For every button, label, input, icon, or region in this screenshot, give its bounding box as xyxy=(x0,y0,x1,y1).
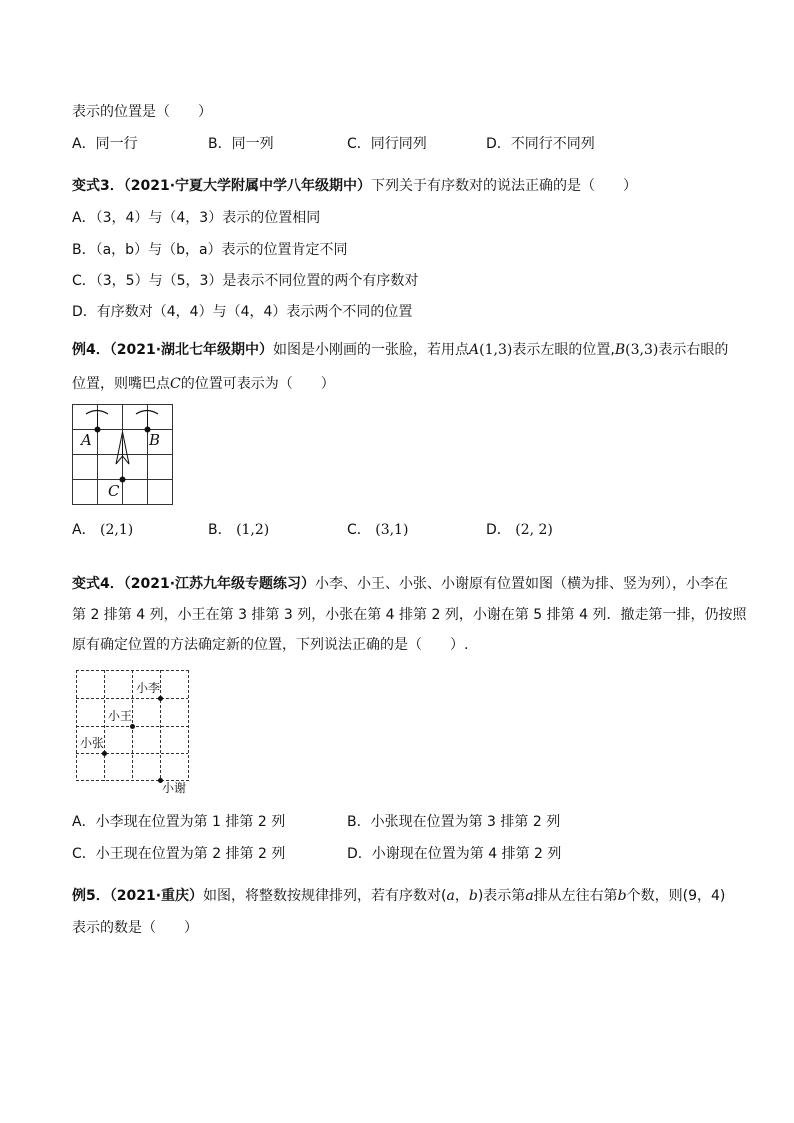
example4-stem-line2 xyxy=(72,374,335,394)
prev-option-a[interactable]: A．同一行 xyxy=(72,136,138,152)
variant3-stem xyxy=(72,176,637,196)
variant4-stem-line2: 第 2 排第 4 列，小王在第 3 排第 3 列，小张在第 4 排第 2 列，小谢在第 5 排第 4 列．撤走第一排，仍按照 xyxy=(72,607,747,623)
point-c-dot xyxy=(120,477,126,483)
variant3-question: 下列关于有序数对的说法正确的是（ ） xyxy=(371,178,638,194)
point-a-coord: (1,3) xyxy=(479,342,513,358)
label-xiaowang: 小王 xyxy=(108,709,133,723)
xiaoli-dot xyxy=(158,696,163,701)
variant4-option-b[interactable]: B．小张现在位置为第 3 排第 2 列 xyxy=(347,814,561,830)
example4-option-c[interactable]: C． (3,1) xyxy=(347,522,409,538)
variant3-option-b[interactable]: B．（a，b）与（b，a）表示的位置肯定不同 xyxy=(72,242,348,258)
variant3-option-d[interactable]: D．有序数对（4，4）与（4，4）表示两个不同的位置 xyxy=(72,304,413,320)
variant4-stem-line1 xyxy=(72,574,728,594)
variant4-stem-line3: 原有确定位置的方法确定新的位置，下列说法正确的是（ ）. xyxy=(72,637,469,653)
var-a: a xyxy=(446,888,455,904)
example4-text-a: 如图是小刚画的一张脸，若用点 xyxy=(273,342,470,358)
xiaozhang-dot xyxy=(102,751,107,756)
example5-text-a: 如图，将整数按规律排列，若有序数对( xyxy=(203,888,447,904)
prev-question-stem: 表示的位置是（ ） xyxy=(72,104,212,120)
label-xiaozhang: 小张 xyxy=(80,736,105,750)
point-b-coord: (3,3) xyxy=(625,342,659,358)
example4-stem-line1 xyxy=(72,340,728,360)
label-xiaoli: 小李 xyxy=(136,681,161,695)
prev-option-b[interactable]: B．同一列 xyxy=(208,136,274,152)
example4-text-e: 的位置可表示为（ ） xyxy=(180,376,335,392)
example4-option-b[interactable]: B． (1,2) xyxy=(208,522,270,538)
example5-source: （2021·重庆） xyxy=(109,888,204,904)
variant4-text-1: 小李、小王、小张、小谢原有位置如图（横为排、竖为列），小李在 xyxy=(315,576,729,592)
label-xiaoxie: 小谢 xyxy=(162,781,187,794)
example5-sep: ， xyxy=(454,888,469,904)
prev-option-d[interactable]: D．不同行不同列 xyxy=(486,136,595,152)
variant4-option-a[interactable]: A．小李现在位置为第 1 排第 2 列 xyxy=(72,814,286,830)
example5-tag: 例5． xyxy=(72,888,110,904)
point-a-dot xyxy=(95,427,101,433)
label-c: C xyxy=(108,482,120,500)
example5-text-c: 排从左往右第 xyxy=(533,888,618,904)
example4-text-c: 表示右眼的 xyxy=(658,342,729,358)
seating-grid-figure xyxy=(72,664,196,794)
variant3-tag: 变式3． xyxy=(72,178,124,194)
variant4-source: （2021·江苏九年级专题练习） xyxy=(123,576,316,592)
variant4-option-d[interactable]: D．小谢现在位置为第 4 排第 2 列 xyxy=(347,846,562,862)
prev-option-c[interactable]: C．同行同列 xyxy=(347,136,427,152)
label-b: B xyxy=(149,431,161,449)
label-a: A xyxy=(81,431,92,449)
var-b: b xyxy=(468,888,478,904)
example4-text-d: 位置，则嘴巴点 xyxy=(72,376,170,392)
var-a-2: a xyxy=(525,888,534,904)
point-a-label: A xyxy=(469,342,480,358)
example5-stem-line1 xyxy=(72,886,725,906)
example5-stem-line2: 表示的数是（ ） xyxy=(72,920,198,936)
var-b-2: b xyxy=(617,888,627,904)
example5-text-d: 个数，则(9，4) xyxy=(626,888,726,904)
example4-text-b: 表示左眼的位置, xyxy=(512,342,615,358)
point-b-label: B xyxy=(614,342,626,358)
xiaowang-dot xyxy=(130,724,135,729)
example4-source: （2021·湖北七年级期中） xyxy=(109,342,274,358)
example4-option-a[interactable]: A． (2,1) xyxy=(72,522,134,538)
example4-option-d[interactable]: D． (2, 2) xyxy=(486,522,553,538)
face-grid-figure xyxy=(72,404,174,506)
variant4-tag: 变式4． xyxy=(72,576,124,592)
variant3-option-a[interactable]: A．（3，4）与（4，3）表示的位置相同 xyxy=(72,210,321,226)
example5-text-b: )表示第 xyxy=(477,888,526,904)
variant4-option-c[interactable]: C．小王现在位置为第 2 排第 2 列 xyxy=(72,846,286,862)
point-c-label: C xyxy=(170,376,181,392)
example4-tag: 例4． xyxy=(72,342,110,358)
variant3-source: （2021·宁夏大学附属中学八年级期中） xyxy=(123,178,372,194)
variant3-option-c[interactable]: C．（3，5）与（5，3）是表示不同位置的两个有序数对 xyxy=(72,273,419,289)
